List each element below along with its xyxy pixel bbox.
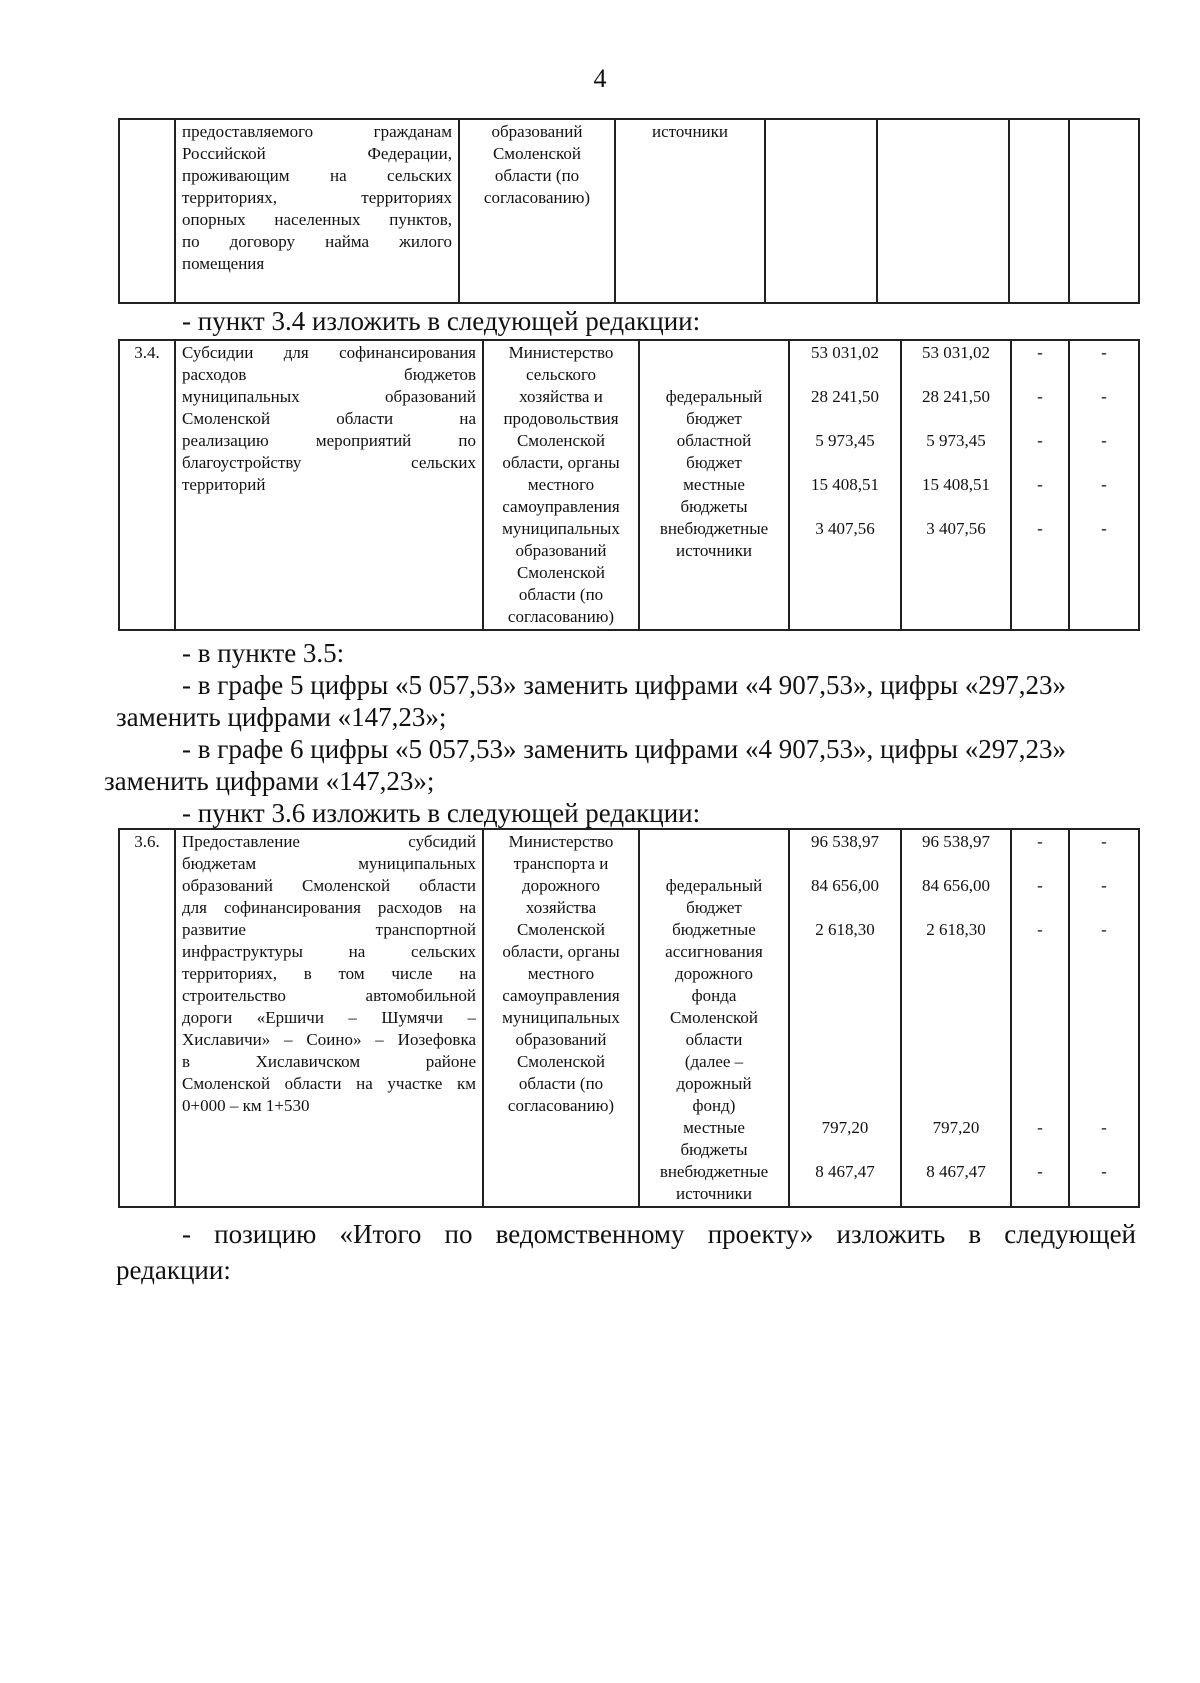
cell-line: Предоставление субсидий xyxy=(182,832,476,851)
amount-value: 84 656,00 xyxy=(811,876,879,895)
cell-line: образований xyxy=(515,541,607,560)
cell-line: местного xyxy=(527,475,595,494)
cell-col6 xyxy=(901,340,1011,630)
amount-value: 5 973,45 xyxy=(815,431,875,450)
cell-line: по договору найма жилого xyxy=(182,232,452,251)
dash-value: - xyxy=(1101,519,1107,538)
paragraph-item-3-5: - в пункте 3.5: xyxy=(182,638,345,668)
cell-col5 xyxy=(789,340,901,630)
cell-col6 xyxy=(877,119,1009,303)
paragraph-column-6-line-1: - в графе 6 цифры «5 057,53» заменить цифрами «4 907,53», цифры «297,23» xyxy=(182,734,1066,764)
cell-line: федеральный xyxy=(665,387,763,406)
cell-line: дороги «Ершичи – Шумячи – xyxy=(182,1008,476,1027)
cell-line: Смоленской xyxy=(516,1052,606,1071)
cell-line: опорных населенных пунктов, xyxy=(182,210,452,229)
dash-value: - xyxy=(1037,1162,1043,1181)
dash-value: - xyxy=(1037,1118,1043,1137)
cell-line: Смоленской области на участке км xyxy=(182,1074,476,1093)
cell-col8 xyxy=(1069,119,1139,303)
amount-value: 2 618,30 xyxy=(926,920,986,939)
cell-line: образований Смоленской области xyxy=(182,876,476,895)
cell-line: хозяйства xyxy=(525,898,597,917)
dash-value: - xyxy=(1101,343,1107,362)
table-continuation xyxy=(118,118,1140,304)
cell-num: 3.6. xyxy=(119,829,175,1207)
paragraph-total-line-1: - позицию «Итого по ведомственному проекту» изложить в следующей xyxy=(182,1219,1136,1249)
amount-value: 15 408,51 xyxy=(811,475,879,494)
cell-line: образований xyxy=(491,122,583,141)
amount-value: 3 407,56 xyxy=(926,519,986,538)
cell-line: бюджеты xyxy=(680,1140,748,1159)
cell-line: Министерство xyxy=(508,343,614,362)
amount-value: 8 467,47 xyxy=(926,1162,986,1181)
cell-line: транспорта и xyxy=(513,854,609,873)
cell-line: реализацию мероприятий по xyxy=(182,431,476,450)
cell-col7 xyxy=(1011,829,1069,1207)
paragraph-item-3-4: - пункт 3.4 изложить в следующей редакции: xyxy=(182,306,701,336)
amount-value: 96 538,97 xyxy=(922,832,990,851)
dash-value: - xyxy=(1101,920,1107,939)
cell-col5 xyxy=(765,119,877,303)
amount-value: 28 241,50 xyxy=(922,387,990,406)
cell-line: ассигнования xyxy=(665,942,763,961)
amount-value: 15 408,51 xyxy=(922,475,990,494)
cell-line: продовольствия xyxy=(503,409,619,428)
cell-line: территорий xyxy=(182,475,266,494)
cell-col7 xyxy=(1009,119,1069,303)
cell-line: внебюджетные xyxy=(659,519,769,538)
cell-line: Смоленской xyxy=(516,920,606,939)
dash-value: - xyxy=(1037,920,1043,939)
cell-line: инфраструктуры на сельских xyxy=(182,942,476,961)
cell-line: развитие транспортной xyxy=(182,920,476,939)
dash-value: - xyxy=(1101,387,1107,406)
cell-line: Субсидии для софинансирования xyxy=(182,343,476,362)
dash-value: - xyxy=(1101,475,1107,494)
cell-line: согласованию) xyxy=(507,1096,615,1115)
cell-col6 xyxy=(901,829,1011,1207)
cell-line: строительство автомобильной xyxy=(182,986,476,1005)
cell-sources xyxy=(639,340,789,630)
cell-line: 0+000 – км 1+530 xyxy=(182,1096,310,1115)
dash-value: - xyxy=(1101,1118,1107,1137)
cell-line: территориях, в том числе на xyxy=(182,964,476,983)
cell-line: области, органы xyxy=(502,453,620,472)
cell-line: бюджет xyxy=(686,409,742,428)
cell-line: муниципальных образований xyxy=(182,387,476,406)
cell-line: Смоленской xyxy=(516,431,606,450)
cell-line: источники xyxy=(675,541,752,560)
dash-value: - xyxy=(1037,387,1043,406)
paragraph-column-6-line-2: заменить цифрами «147,23»; xyxy=(104,766,435,796)
dash-value: - xyxy=(1037,832,1043,851)
paragraph-item-3-6: - пункт 3.6 изложить в следующей редакции: xyxy=(182,798,701,828)
cell-line: проживающим на сельских xyxy=(182,166,452,185)
cell-line: самоуправления xyxy=(502,986,620,1005)
cell-line: Смоленской xyxy=(669,1008,759,1027)
cell-num xyxy=(119,119,175,303)
cell-line xyxy=(646,853,782,875)
cell-line: области (по xyxy=(518,1074,604,1093)
cell-line: помещения xyxy=(182,254,265,273)
cell-line: бюджетам муниципальных xyxy=(182,854,476,873)
cell-line: бюджетные xyxy=(672,920,756,939)
amount-value: 3 407,56 xyxy=(815,519,875,538)
amount-value: 8 467,47 xyxy=(815,1162,875,1181)
amount-value: 53 031,02 xyxy=(811,343,879,362)
cell-line: местные xyxy=(683,1118,745,1137)
amount-value: 5 973,45 xyxy=(926,431,986,450)
cell-line: фонда xyxy=(691,986,737,1005)
amount-value: 53 031,02 xyxy=(922,343,990,362)
cell-line: хозяйства и xyxy=(519,387,603,406)
paragraph-total-line-2: редакции: xyxy=(116,1255,231,1285)
dash-value: - xyxy=(1101,876,1107,895)
cell-line: области (по xyxy=(518,585,604,604)
paragraph-column-5-line-2: заменить цифрами «147,23»; xyxy=(116,702,447,732)
cell-line: расходов бюджетов xyxy=(182,365,476,384)
cell-line: источники xyxy=(675,1184,752,1203)
cell-line: областной xyxy=(676,431,752,450)
cell-line: образований xyxy=(515,1030,607,1049)
cell-ministry xyxy=(459,119,615,303)
cell-line: бюджет xyxy=(686,898,742,917)
paragraph-column-5-line-1: - в графе 5 цифры «5 057,53» заменить цифрами «4 907,53», цифры «297,23» xyxy=(182,670,1066,700)
cell-line: Российской Федерации, xyxy=(182,144,452,163)
page-number: 4 xyxy=(593,64,607,93)
amount-value: 797,20 xyxy=(932,1118,980,1137)
cell-line: сельского xyxy=(525,365,597,384)
cell-line: благоустройству сельских xyxy=(182,453,476,472)
cell-line: предоставляемого гражданам xyxy=(182,122,452,141)
cell-line: муниципальных xyxy=(502,1008,620,1027)
cell-sources xyxy=(639,829,789,1207)
amount-value: 2 618,30 xyxy=(815,920,875,939)
cell-col5 xyxy=(789,829,901,1207)
cell-sources: источники xyxy=(615,119,765,303)
cell-line: Смоленской xyxy=(492,144,582,163)
cell-line: области, органы xyxy=(502,942,620,961)
cell-line: согласованию) xyxy=(483,188,591,207)
cell-line xyxy=(646,342,782,364)
cell-line xyxy=(646,831,782,853)
cell-line: Хиславичи» – Соино» – Иозефовка xyxy=(182,1030,476,1049)
cell-col8 xyxy=(1069,340,1139,630)
table-item-3-4 xyxy=(118,339,1140,631)
dash-value: - xyxy=(1037,343,1043,362)
cell-line: для софинансирования расходов на xyxy=(182,898,476,917)
dash-value: - xyxy=(1037,475,1043,494)
cell-col7 xyxy=(1011,340,1069,630)
cell-ministry xyxy=(483,829,639,1207)
cell-line: дорожного xyxy=(521,876,601,895)
cell-line: Смоленской xyxy=(516,563,606,582)
amount-value: 28 241,50 xyxy=(811,387,879,406)
dash-value: - xyxy=(1037,876,1043,895)
cell-line: согласованию) xyxy=(507,607,615,626)
cell-line: фонд) xyxy=(692,1096,736,1115)
cell-description xyxy=(175,340,483,630)
cell-line: Министерство xyxy=(508,832,614,851)
amount-value: 84 656,00 xyxy=(922,876,990,895)
amount-value: 96 538,97 xyxy=(811,832,879,851)
cell-line: области (по xyxy=(494,166,580,185)
cell-line: области xyxy=(685,1030,743,1049)
cell-line: в Хиславичском районе xyxy=(182,1052,476,1071)
cell-description xyxy=(175,119,459,303)
cell-line: внебюджетные xyxy=(659,1162,769,1181)
cell-line: дорожного xyxy=(674,964,754,983)
cell-line: (далее – xyxy=(684,1052,744,1071)
dash-value: - xyxy=(1037,431,1043,450)
cell-line: бюджеты xyxy=(680,497,748,516)
cell-line: самоуправления xyxy=(502,497,620,516)
dash-value: - xyxy=(1101,1162,1107,1181)
amount-value: 797,20 xyxy=(821,1118,869,1137)
cell-line: федеральный xyxy=(665,876,763,895)
cell-ministry xyxy=(483,340,639,630)
cell-line: бюджет xyxy=(686,453,742,472)
cell-line: дорожный xyxy=(676,1074,752,1093)
cell-num: 3.4. xyxy=(119,340,175,630)
dash-value: - xyxy=(1037,519,1043,538)
cell-line: территориях, территориях xyxy=(182,188,452,207)
cell-col8 xyxy=(1069,829,1139,1207)
cell-line: местного xyxy=(527,964,595,983)
cell-line: местные xyxy=(683,475,745,494)
cell-line: Смоленской области на xyxy=(182,409,476,428)
cell-line xyxy=(646,364,782,386)
dash-value: - xyxy=(1101,431,1107,450)
dash-value: - xyxy=(1101,832,1107,851)
table-item-3-6 xyxy=(118,828,1140,1208)
cell-line: муниципальных xyxy=(502,519,620,538)
cell-description xyxy=(175,829,483,1207)
